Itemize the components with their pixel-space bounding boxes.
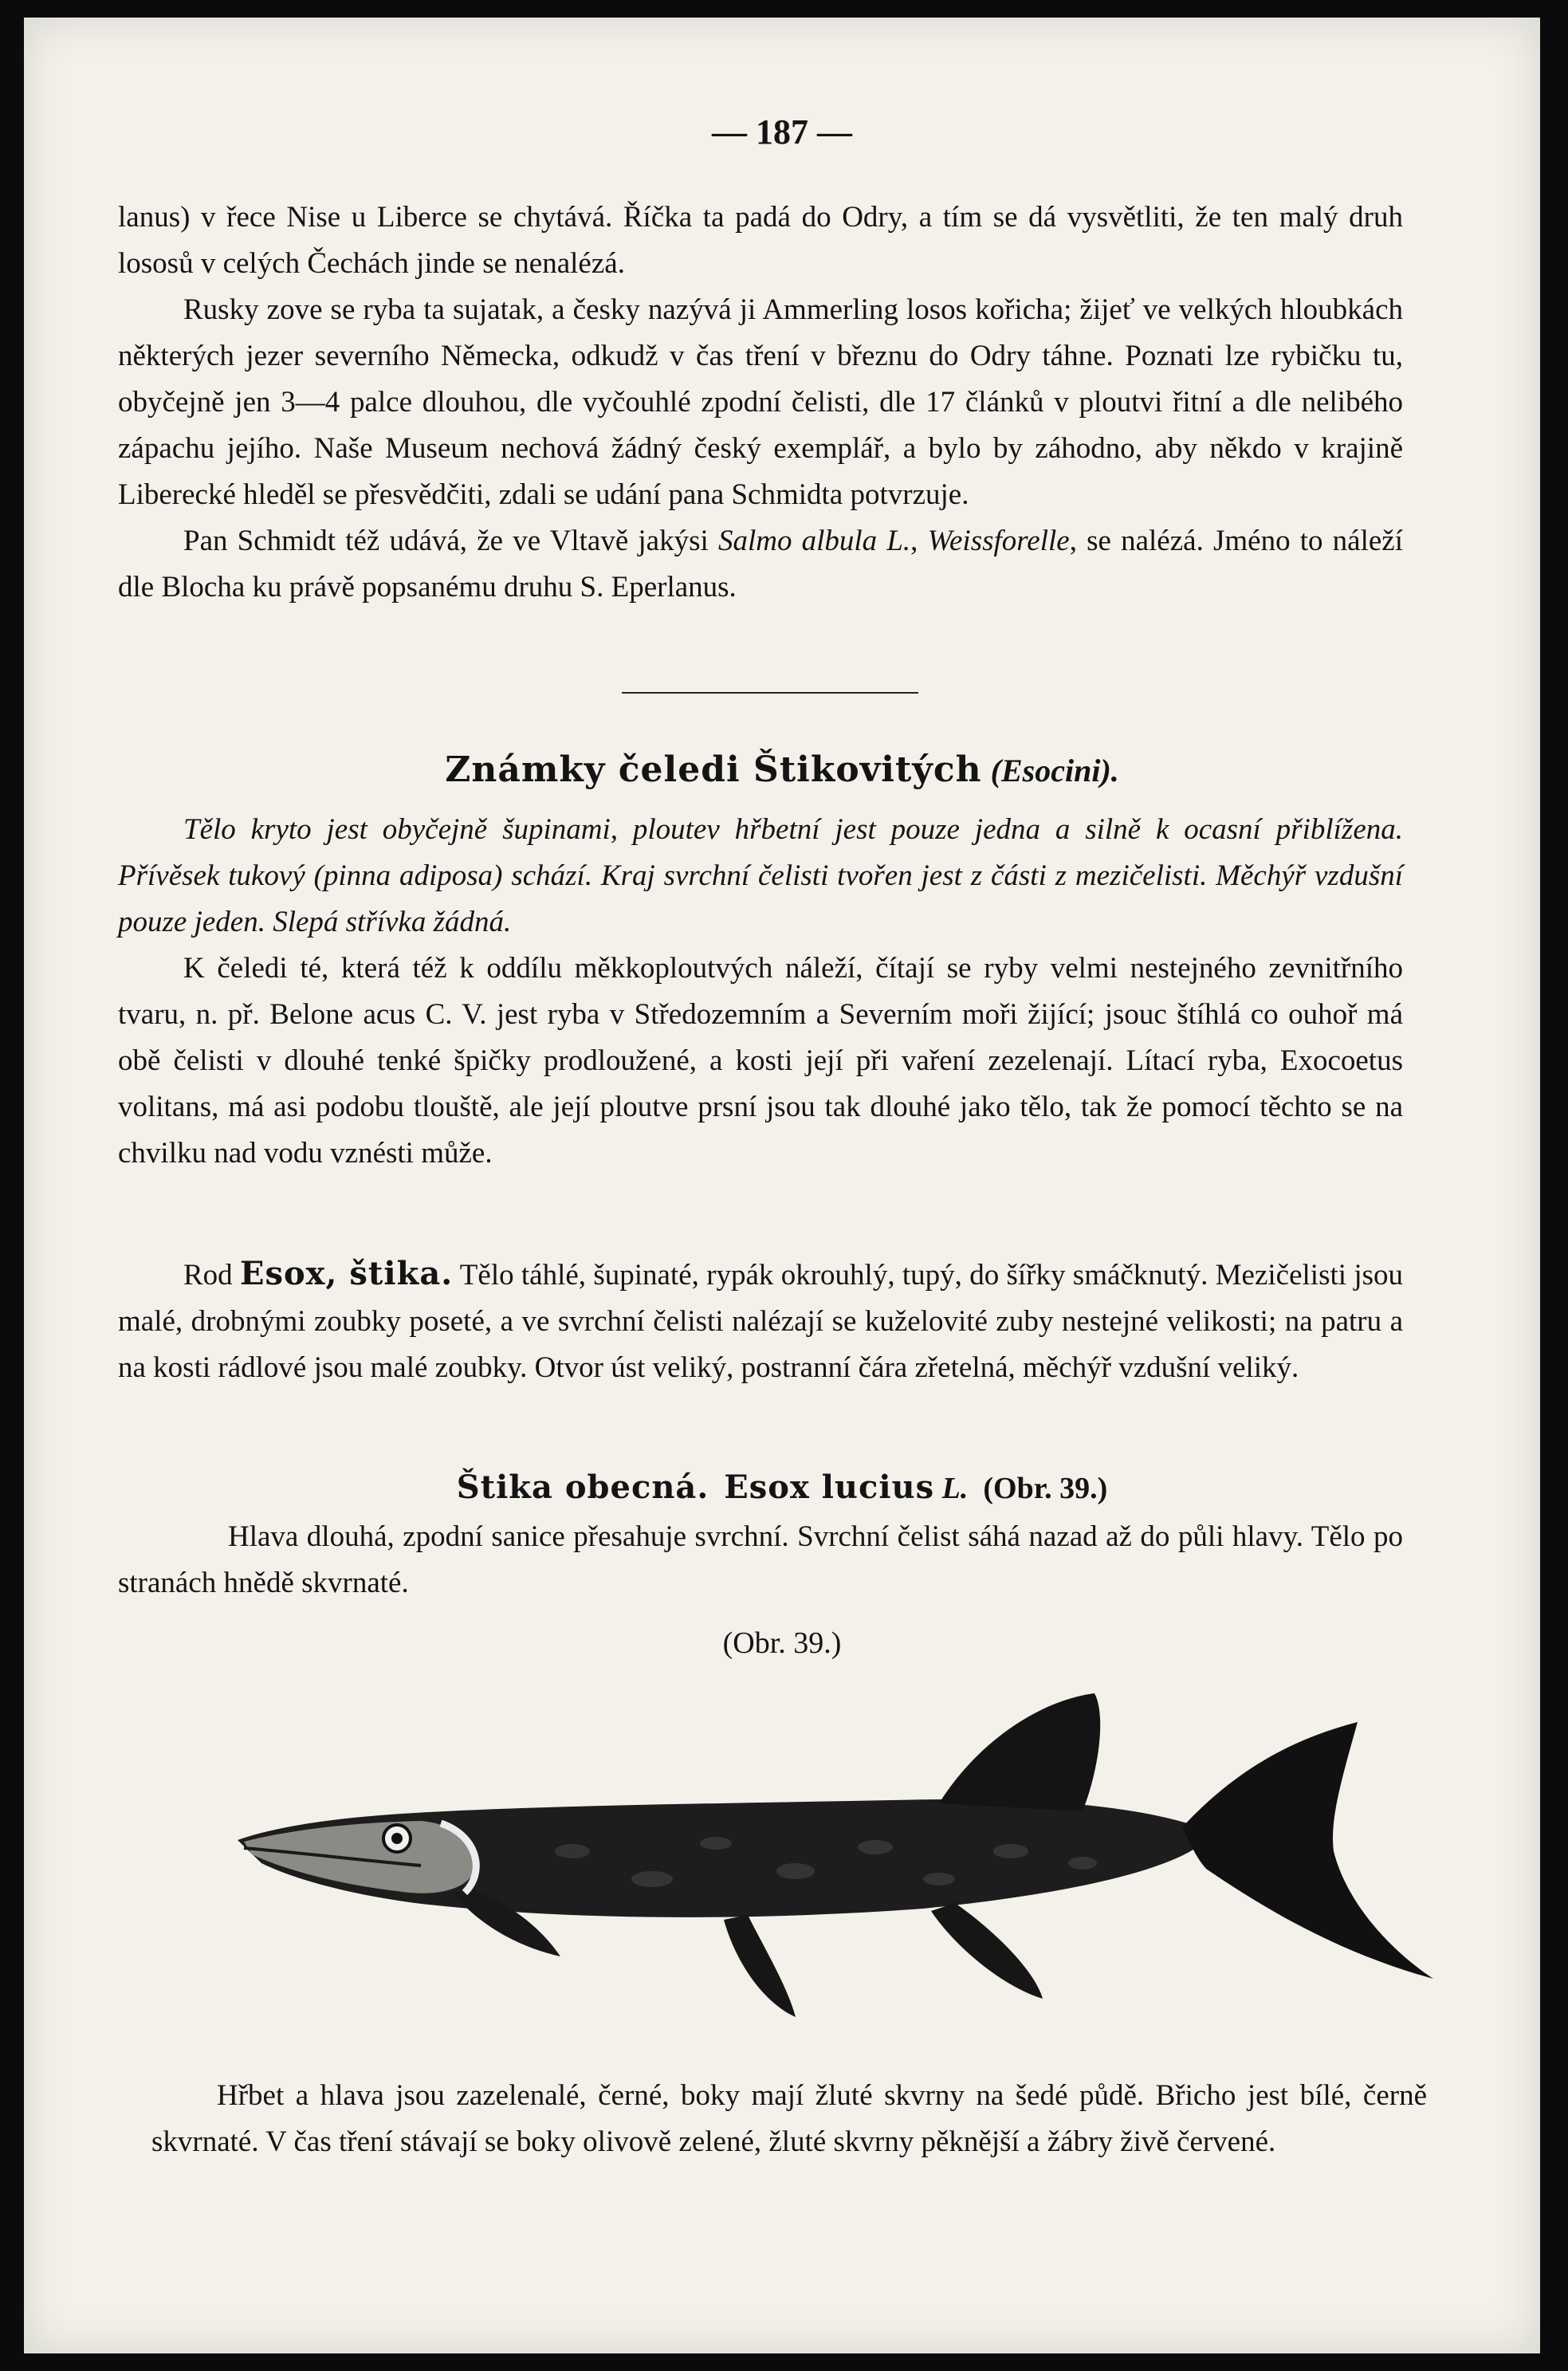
intro-paragraph-1: lanus) v řece Nise u Liberce se chytává. Říčka ta padá do Odry, a tím se dá vysvětliti, že ten malý druh lososů v celých Čechách jinde se nenalézá. <box>118 201 1403 280</box>
book-page <box>24 18 1540 2353</box>
intro-paragraph-3 <box>118 518 1403 611</box>
species-heading <box>24 1469 1540 1506</box>
pike-illustration <box>238 1684 1449 2058</box>
genus-prefix: Rod <box>183 1259 240 1292</box>
salmo-albula-name: Salmo albula L. <box>717 525 911 557</box>
genus-section <box>118 1251 1403 1391</box>
genus-text: Tělo táhlé, šupinaté, rypák okrouhlý, tupý, do šířky smáčknutý. Mezičelisti jsou malé, drobnými zoubky poseté, a ve svrchní čelisti nalézají se kuželovité zuby nestejné velikosti; na patru a na kosti rádlové jsou malé zoubky. Otvor úst veliký, postranní čára zřetelná, měchýř vzdušní veliký. <box>118 1259 1403 1384</box>
closing-section <box>151 2073 1427 2165</box>
family-description: K čeledi té, která též k oddílu měkkoploutvých náleží, čítají se ryby velmi nestejného zevnitřního tvaru, n. př. Belone acus C. V. jest ryba v Středozemním a Severním moři žijící; jsouc štíhlá co ouhoř má obě čelisti v dlouhé tenké špičky prodloužené, a kosti její při vaření zezelenají. Lítací ryba, Exocoetus volitans, má asi podobu tlouště, ale její ploutve prsní jsou tak dlouhé jako tělo, tak že pomocí těchto se na chvilku nad vodu vznésti může. <box>118 952 1403 1170</box>
pike-tail-fin <box>1182 1722 1433 1979</box>
para3-text-end: , se nalézá. Jméno to náleží dle Blocha ku právě popsanému druhu S. Eperlanus. <box>118 525 1404 604</box>
para3-text-start: Pan Schmidt též udává, že ve Vltavě jakýsi <box>183 525 718 557</box>
species-common-name: Štika obecná. <box>456 1469 709 1506</box>
section-divider <box>622 692 918 694</box>
species-description: Hlava dlouhá, zpodní sanice přesahuje svrchní. Svrchní čelist sáhá nazad až do půli hlavy. Tělo po stranách hnědě skvrnaté. <box>118 1520 1403 1599</box>
intro-paragraph-2: Rusky zove se ryba ta sujatak, a česky nazývá ji Ammerling losos kořicha; žijeť ve velkých hloubkách některých jezer severního Německa, odkudž v čas tření v březnu do Odry táhne. Poznati lze rybičku tu, obyčejně jen 3—4 palce dlouhou, dle vyčouhlé zpodní čelisti, dle 17 článků v ploutvi řitní a dle nelibého zápachu jejího. Naše Museum nechová žádný český exemplář, a bylo by záhodno, aby někdo v krajině Liberecké hleděl se přesvědčiti, zdali se udání pana Schmidta potvrzuje. <box>118 293 1403 511</box>
family-section <box>118 807 1403 1177</box>
pike-pupil <box>391 1833 403 1844</box>
page-number: — 187 — <box>712 112 852 151</box>
family-heading-title: Známky čeledi Štikovitých <box>445 749 982 790</box>
species-figure-ref: (Obr. 39.) <box>983 1472 1108 1505</box>
para3-separator: , <box>910 525 928 557</box>
pike-anal-fin <box>931 1903 1043 1999</box>
species-latin-name: Esox lucius <box>724 1469 935 1506</box>
genus-paragraph <box>118 1251 1403 1391</box>
closing-paragraph: Hřbet a hlava jsou zazelenalé, černé, boky mají žluté skvrny na šedé půdě. Břicho jest bílé, černě skvrnaté. V čas tření stávají se boky olivově zelené, žluté skvrny pěknější a žábry živě červené. <box>151 2079 1427 2158</box>
species-section <box>118 1514 1403 1606</box>
family-heading <box>24 749 1540 790</box>
intro-section <box>118 195 1403 611</box>
genus-name: Esox, štika. <box>239 1255 454 1292</box>
family-traits: Tělo kryto jest obyčejně šupinami, ploutev hřbetní jest pouze jedna a silně k ocasní přiblížena. Přívěsek tukový (pinna adiposa) schází. Kraj svrchní čelisti tvořen jest z části z mezičelisti. Měchýř vzdušní pouze jeden. Slepá střívka žádná. <box>118 813 1403 938</box>
figure-caption: (Obr. 39.) <box>722 1626 842 1660</box>
weissforelle-name: Weissforelle <box>927 525 1070 557</box>
family-heading-latin: (Esocini). <box>990 753 1119 788</box>
pike-dorsal-fin <box>939 1693 1100 1811</box>
pike-pelvic-fin <box>724 1915 796 2017</box>
species-author: L. <box>941 1472 969 1505</box>
